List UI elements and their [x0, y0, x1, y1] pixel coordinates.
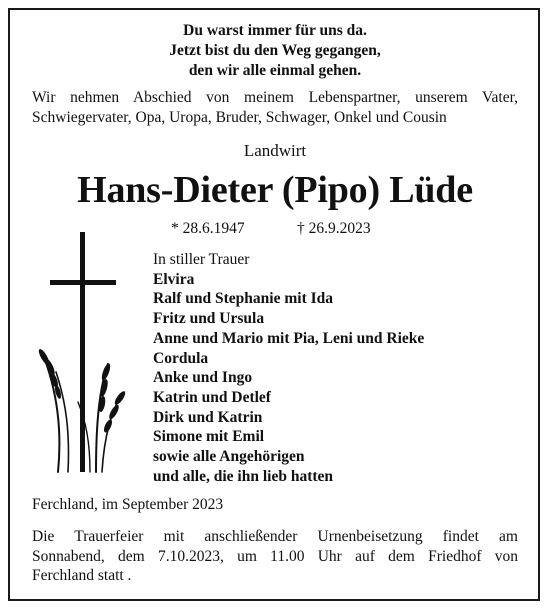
intro-line: Schwiegervater, Opa, Uropa, Bruder, Schwager, Onkel und Cousin [32, 109, 447, 126]
verse-line: Du warst immer für uns da. [183, 22, 367, 39]
mourner-name: Dirk und Katrin [153, 408, 263, 426]
verse-line: den wir alle einmal gehen. [188, 62, 362, 79]
mourner-name: und alle, die ihn lieb hatten [153, 467, 334, 485]
birth-date: * 28.6.1947 [171, 220, 245, 237]
funeral-line: Sonnabend, dem 7.10.2023, um 11.00 Uhr auf dem Friedhof von [32, 547, 518, 565]
funeral-line: Ferchland statt . [32, 567, 132, 584]
mourning-intro: In stiller Trauer [153, 251, 250, 268]
funeral-notice [32, 527, 518, 586]
mourner-name: Elvira [153, 270, 195, 288]
death-date: † 26.9.2023 [297, 220, 371, 237]
farewell-intro [32, 88, 518, 128]
mourner-name: Anke und Ingo [153, 369, 253, 387]
mourner-name: sowie alle Angehörigen [153, 448, 305, 466]
verse-line: Jetzt bist du den Weg gegangen, [169, 42, 381, 59]
mourner-name: Fritz und Ursula [153, 310, 265, 328]
mourners-list [153, 250, 424, 486]
funeral-line: Die Trauerfeier mit anschließender Urnenbeisetzung findet am [32, 528, 518, 545]
intro-line: Wir nehmen Abschied von meinem Lebenspartner, unserem Vater, [32, 89, 518, 106]
memorial-verse [0, 21, 550, 81]
mourner-name: Simone mit Emil [153, 428, 265, 446]
mourner-name: Ralf und Stephanie mit Ida [153, 290, 334, 308]
mourner-name: Katrin und Detlef [153, 388, 271, 406]
occupation: Landwirt [243, 141, 307, 160]
deceased-name: Hans-Dieter (Pipo) Lüde [77, 169, 473, 211]
place-and-date: Ferchland, im September 2023 [32, 496, 224, 513]
cross-with-grain-icon [34, 232, 144, 482]
mourner-name: Cordula [153, 349, 209, 367]
mourner-name: Anne und Mario mit Pia, Leni und Rieke [153, 329, 425, 347]
